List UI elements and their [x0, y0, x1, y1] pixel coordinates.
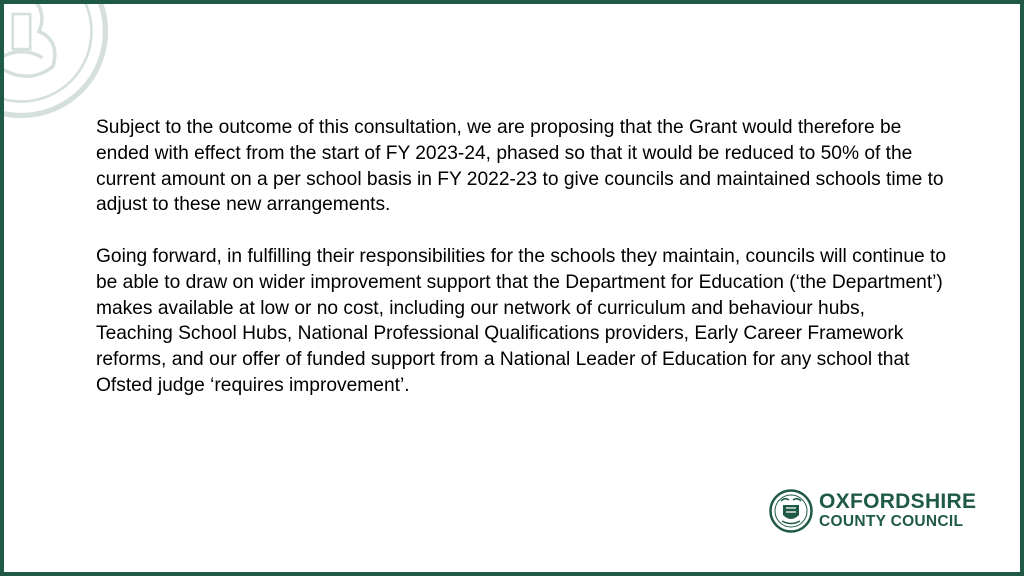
body-text [96, 115, 946, 425]
council-crest-icon [769, 489, 813, 533]
logo-line-county-council: COUNTY COUNCIL [819, 513, 964, 530]
oxfordshire-county-council-logo [769, 489, 976, 533]
paragraph-grant-ending: Subject to the outcome of this consultation, we are proposing that the Grant would therefore be ended with effect from the start of FY 2023-24, phased so that it would be reduced to 50% of the current amount on a per school basis in FY 2022-23 to give councils and maintained schools time to adjust to these new arrangements. [96, 117, 944, 216]
logo-line-oxfordshire: OXFORDSHIRE [819, 490, 977, 513]
paragraph-going-forward: Going forward, in fulfilling their responsibilities for the schools they maintain, councils will continue to be able to draw on wider improvement support that the Department for Education (‘the Department’) makes available at low or no cost, including our network of curriculum and behaviour hubs, Teaching School Hubs, National Professional Qualifications providers, Early Career Framework reforms, and our offer of funded support from a National Leader of Education for any school that Ofsted judge ‘requires improvement’. [96, 245, 946, 396]
logo-text [819, 491, 976, 531]
crest-watermark-icon [0, 0, 109, 119]
